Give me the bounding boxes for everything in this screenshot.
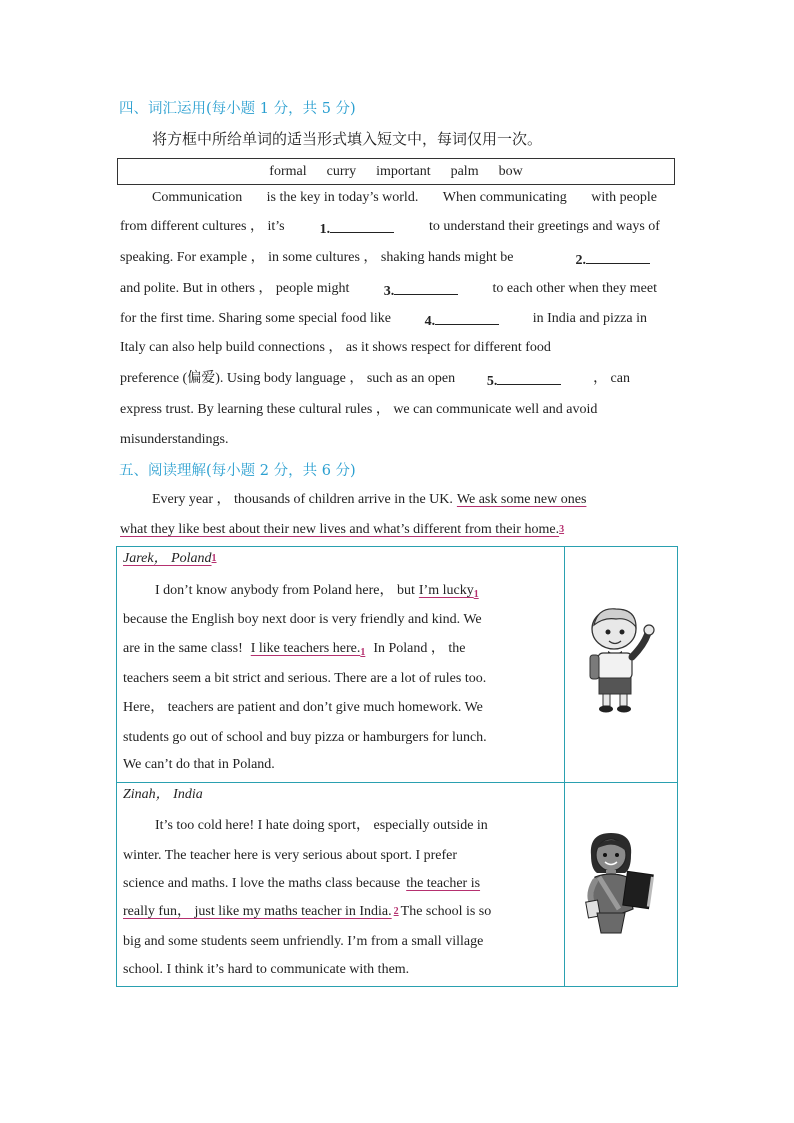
story-text: winter. The teacher here is very serious about sport. I prefer bbox=[123, 848, 458, 863]
section-5-heading bbox=[119, 459, 356, 480]
passage-text: to each other when they meet bbox=[492, 281, 657, 296]
underlined-text: I’m lucky bbox=[418, 583, 474, 598]
passage-text: is the key in today’s world. bbox=[266, 190, 419, 205]
story-text: because the English boy next door is very friendly and kind. We bbox=[123, 612, 482, 627]
question-marker: 1 bbox=[211, 553, 217, 564]
student-name: Zinah， India bbox=[123, 787, 203, 802]
section-4-heading bbox=[119, 97, 356, 118]
student-name-zinah bbox=[123, 786, 538, 804]
section-5-score-note: (每小题 2 分，共 6 分) bbox=[206, 463, 356, 479]
jarek-text-line bbox=[123, 699, 538, 717]
story-text: school. I think it’s hard to communicate with them. bbox=[123, 962, 410, 977]
passage-text: preference (偏爱). Using body language ， such as an open bbox=[120, 371, 456, 386]
passage-text: in India and pizza in bbox=[532, 311, 647, 326]
student-name-jarek bbox=[123, 550, 538, 568]
story-text: It’s too cold here! I hate doing sport， especially outside in bbox=[155, 818, 488, 833]
passage-text: for the first time. Sharing some special food like bbox=[120, 311, 391, 326]
blank-number: 5. bbox=[486, 374, 498, 389]
passage-line bbox=[120, 280, 657, 301]
underlined-text: the teacher is bbox=[406, 876, 481, 891]
section-4-score-note: (每小题 1 分，共 5 分) bbox=[206, 101, 356, 117]
passage-text: misunderstandings. bbox=[120, 432, 229, 447]
table-divider bbox=[564, 547, 565, 986]
passage-text: ， can bbox=[593, 371, 630, 386]
passage-line bbox=[120, 339, 665, 357]
passage-line bbox=[120, 218, 660, 239]
word-box bbox=[117, 158, 675, 185]
jarek-text-line bbox=[123, 729, 538, 747]
jarek-text-line bbox=[123, 611, 538, 629]
word-option: curry bbox=[326, 163, 357, 179]
story-text: teachers seem a bit strict and serious. There are a lot of rules too. bbox=[123, 671, 487, 686]
passage-text: When communicating bbox=[442, 190, 567, 205]
reading-intro-line bbox=[120, 521, 665, 539]
question-marker: 1 bbox=[473, 589, 479, 600]
passage-text: speaking. For example ， in some cultures ， shaking hands might be bbox=[120, 250, 514, 265]
answer-blank-2[interactable] bbox=[586, 249, 650, 264]
story-text: The school is so bbox=[400, 904, 492, 919]
zinah-text-line bbox=[123, 875, 538, 893]
blank-number: 4. bbox=[424, 314, 436, 329]
jarek-text-line bbox=[123, 640, 538, 662]
answer-blank-3[interactable] bbox=[394, 280, 458, 295]
section-4-instruction: 将方框中所给单词的适当形式填入短文中，每词仅用一次。 bbox=[152, 130, 543, 148]
passage-line bbox=[152, 189, 657, 207]
passage-line bbox=[120, 249, 650, 270]
passage-text: express trust. By learning these cultural rules ， we can communicate well and avoid bbox=[120, 402, 598, 417]
story-text: students go out of school and buy pizza or hamburgers for lunch. bbox=[123, 730, 487, 745]
student-name: Jarek， Poland bbox=[123, 551, 212, 566]
zinah-text-line bbox=[155, 817, 535, 835]
answer-blank-5[interactable] bbox=[497, 370, 561, 385]
passage-text: to understand their greetings and ways of bbox=[429, 219, 660, 234]
zinah-text-line bbox=[123, 903, 538, 921]
word-option: palm bbox=[450, 163, 479, 179]
girl-illustration bbox=[579, 829, 659, 937]
underlined-text: We ask some new ones bbox=[456, 492, 587, 507]
answer-blank-1[interactable] bbox=[330, 218, 394, 233]
zinah-text-line bbox=[123, 961, 538, 979]
jarek-text-line bbox=[123, 756, 538, 774]
story-text: science and maths. I love the maths class because bbox=[123, 876, 401, 891]
jarek-text-line bbox=[123, 670, 538, 688]
story-text: are in the same class! bbox=[123, 641, 243, 656]
section-4-title: 四、词汇运用 bbox=[119, 101, 206, 117]
passage-text: from different cultures ， it’s bbox=[120, 219, 285, 234]
passage-line bbox=[120, 310, 647, 331]
story-text: big and some students seem unfriendly. I’m from a small village bbox=[123, 934, 484, 949]
passage-line bbox=[120, 401, 665, 419]
question-marker: 3 bbox=[559, 524, 565, 535]
underlined-text: really fun， just like my maths teacher in India. bbox=[123, 904, 392, 919]
story-text: We can’t do that in Poland. bbox=[123, 757, 275, 772]
zinah-text-line bbox=[123, 933, 538, 951]
passage-line bbox=[120, 431, 665, 449]
zinah-text-line bbox=[123, 847, 538, 865]
blank-number: 1. bbox=[319, 222, 331, 237]
passage-text: with people bbox=[591, 190, 657, 205]
blank-number: 2. bbox=[575, 253, 586, 268]
underlined-text: I like teachers here. bbox=[250, 641, 361, 656]
passage-line bbox=[120, 370, 630, 391]
reading-table bbox=[116, 546, 678, 987]
word-option: bow bbox=[498, 163, 523, 179]
jarek-text-line bbox=[155, 582, 535, 604]
table-divider bbox=[117, 782, 677, 783]
answer-blank-4[interactable] bbox=[435, 310, 499, 325]
boy-illustration bbox=[582, 605, 664, 715]
passage-text: and polite. But in others ， people might bbox=[120, 281, 350, 296]
passage-text: Italy can also help build connections ， as it shows respect for different food bbox=[120, 340, 551, 355]
blank-number: 3. bbox=[383, 284, 395, 299]
story-text: I don’t know anybody from Poland here， but bbox=[155, 583, 415, 598]
question-marker: 2 bbox=[393, 906, 399, 917]
question-marker: 1 bbox=[360, 647, 366, 658]
section-5-title: 五、阅读理解 bbox=[119, 463, 206, 479]
story-text: In Poland ， the bbox=[373, 641, 466, 656]
passage-text: Communication bbox=[152, 190, 243, 205]
word-option: important bbox=[376, 163, 431, 179]
story-text: Here， teachers are patient and don’t give much homework. We bbox=[123, 700, 483, 715]
word-option: formal bbox=[269, 163, 307, 179]
intro-text: Every year ， thousands of children arrive in the UK. bbox=[152, 492, 453, 507]
reading-intro-line bbox=[152, 491, 657, 509]
underlined-text: what they like best about their new lives and what’s different from their home. bbox=[120, 522, 560, 537]
